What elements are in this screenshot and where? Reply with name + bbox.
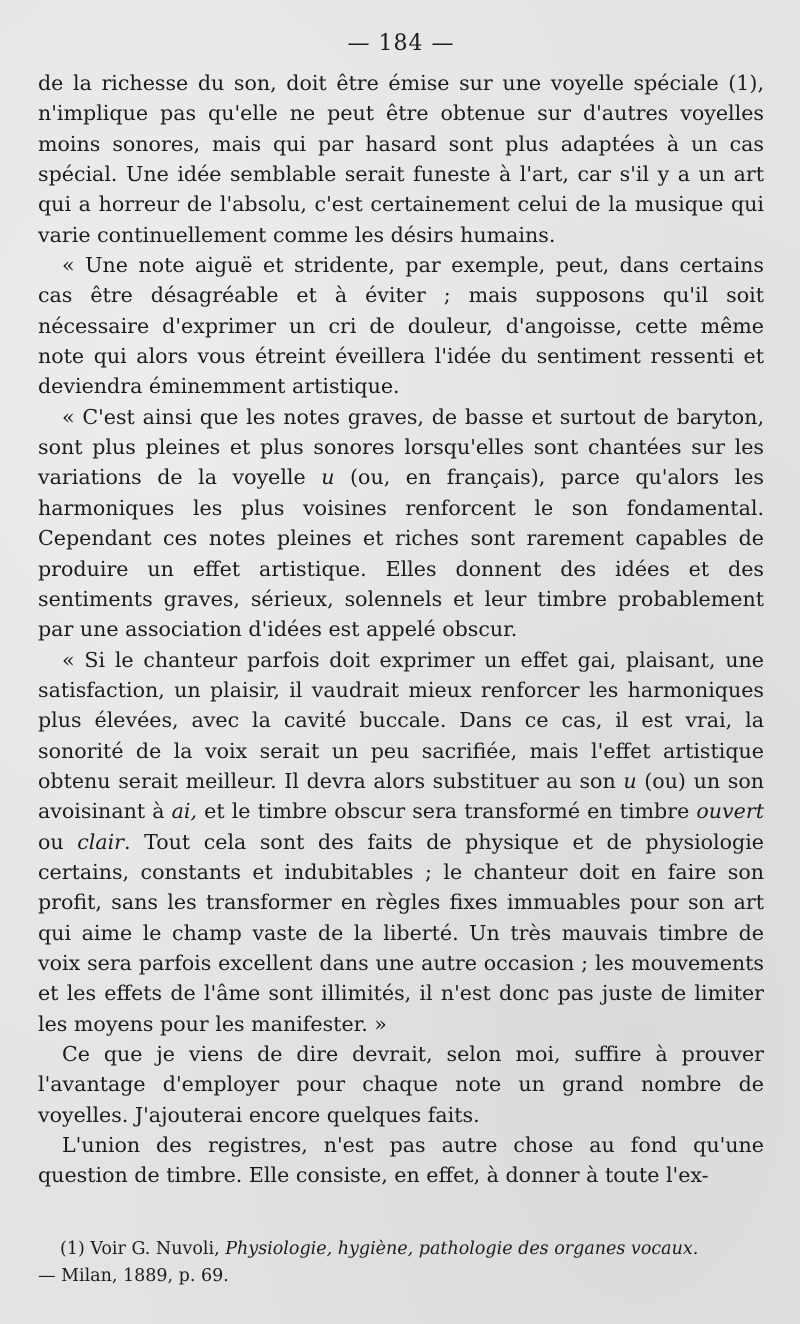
paragraph-text: « Si le chanteur parfois doit exprimer un effet gai, plaisant, une satisfaction, un plaisir, il vaudrait mieux renforcer les harmoniques plus élevées, avec la cavité buccale. Dans ce cas, il est vrai, la sonorité de la voix serait un peu sacrifiée, mais l'effet artistique obtenu serait meilleur. Il devra alors substituer au son [38,647,764,793]
paragraph-3 [38,402,764,645]
italic-vowel: u [321,465,335,490]
paragraph-text: « Une note aiguë et stridente, par exemple, peut, dans certains cas être désagréable et à éviter ; mais supposons qu'il soit nécessaire d'exprimer un cri de douleur, d'angoisse, cette même note qui alors vous étreint éveillera l'idée du sentiment ressenti et deviendra éminemment artistique. [38,253,764,399]
paragraph-5 [38,1039,764,1130]
body-text [38,68,764,1191]
italic-term: clair [77,829,125,854]
paragraph-6 [38,1130,764,1191]
paragraph-text: de la richesse du son, doit être émise sur une voyelle spéciale (1), n'implique pas qu'elle ne peut être obtenue sur d'autres voyelles moins sonores, mais qui par hasard sont plus adaptées à un cas spécial. Une idée semblable serait funeste à l'art, car s'il y a un art qui a horreur de l'absolu, c'est certainement celui de la musique qui varie continuellement comme les désirs humains. [38,71,764,247]
footnote-prefix: (1) Voir G. Nuvoli, [60,1239,226,1259]
paragraph-1 [38,68,764,250]
paragraph-text: L'union des registres, n'est pas autre chose au fond qu'une question de timbre. Elle consiste, en effet, à donner à toute l'ex- [38,1133,764,1188]
paragraph-text: (ou) un son avoisinant à [38,768,764,824]
paragraph-text: Ce que je viens de dire devrait, selon moi, suffire à prouver l'avantage d'employer pour chaque note un grand nombre de voyelles. J'ajouterai encore quelques faits. [38,1042,764,1127]
page-number: — 184 — [347,31,455,56]
paragraph-2 [38,250,764,402]
paragraph-text: « C'est ainsi que les notes graves, de basse et surtout de baryton, sont plus pleines et plus sonores lorsqu'elles sont chantées sur les variations de la voyelle [38,404,764,490]
footnote-line-2: — Milan, 1889, p. 69. [38,1266,229,1286]
italic-term: ouvert [696,799,764,824]
footnote-line-1 [38,1236,764,1263]
italic-vowel: ai, [171,799,198,824]
paragraph-4 [38,645,764,1039]
paragraph-text: et le timbre obscur sera transformé en timbre [197,799,697,824]
footnote [38,1236,764,1290]
footnote-title: Physiologie, hygiène, pathologie des organes vocaux. [225,1239,699,1259]
paragraph-text: . Tout cela sont des faits de physique et de physiologie certains, constants et indubitables ; le chanteur doit en faire son profit, sans les transformer en règles fixes immuables pour son art qui aime le champ vaste de la liberté. Un très mauvais timbre de voix sera parfois excellent dans une autre occasion ; les mouvements et les effets de l'âme sont illimités, il n'est donc pas juste de limiter les moyens pour les manifester. » [38,829,764,1036]
italic-vowel: u [623,768,637,793]
paragraph-text: (ou, en français), parce qu'alors les harmoniques les plus voisines renforcent le son fondamental. Cependant ces notes pleines et riches sont rarement capables de produire un effet artistique. Elles donnent des idées et des sentiments graves, sérieux, solennels et leur timbre probablement par une association d'idées est appelé obscur. [38,465,764,642]
paragraph-text: ou [38,829,78,854]
